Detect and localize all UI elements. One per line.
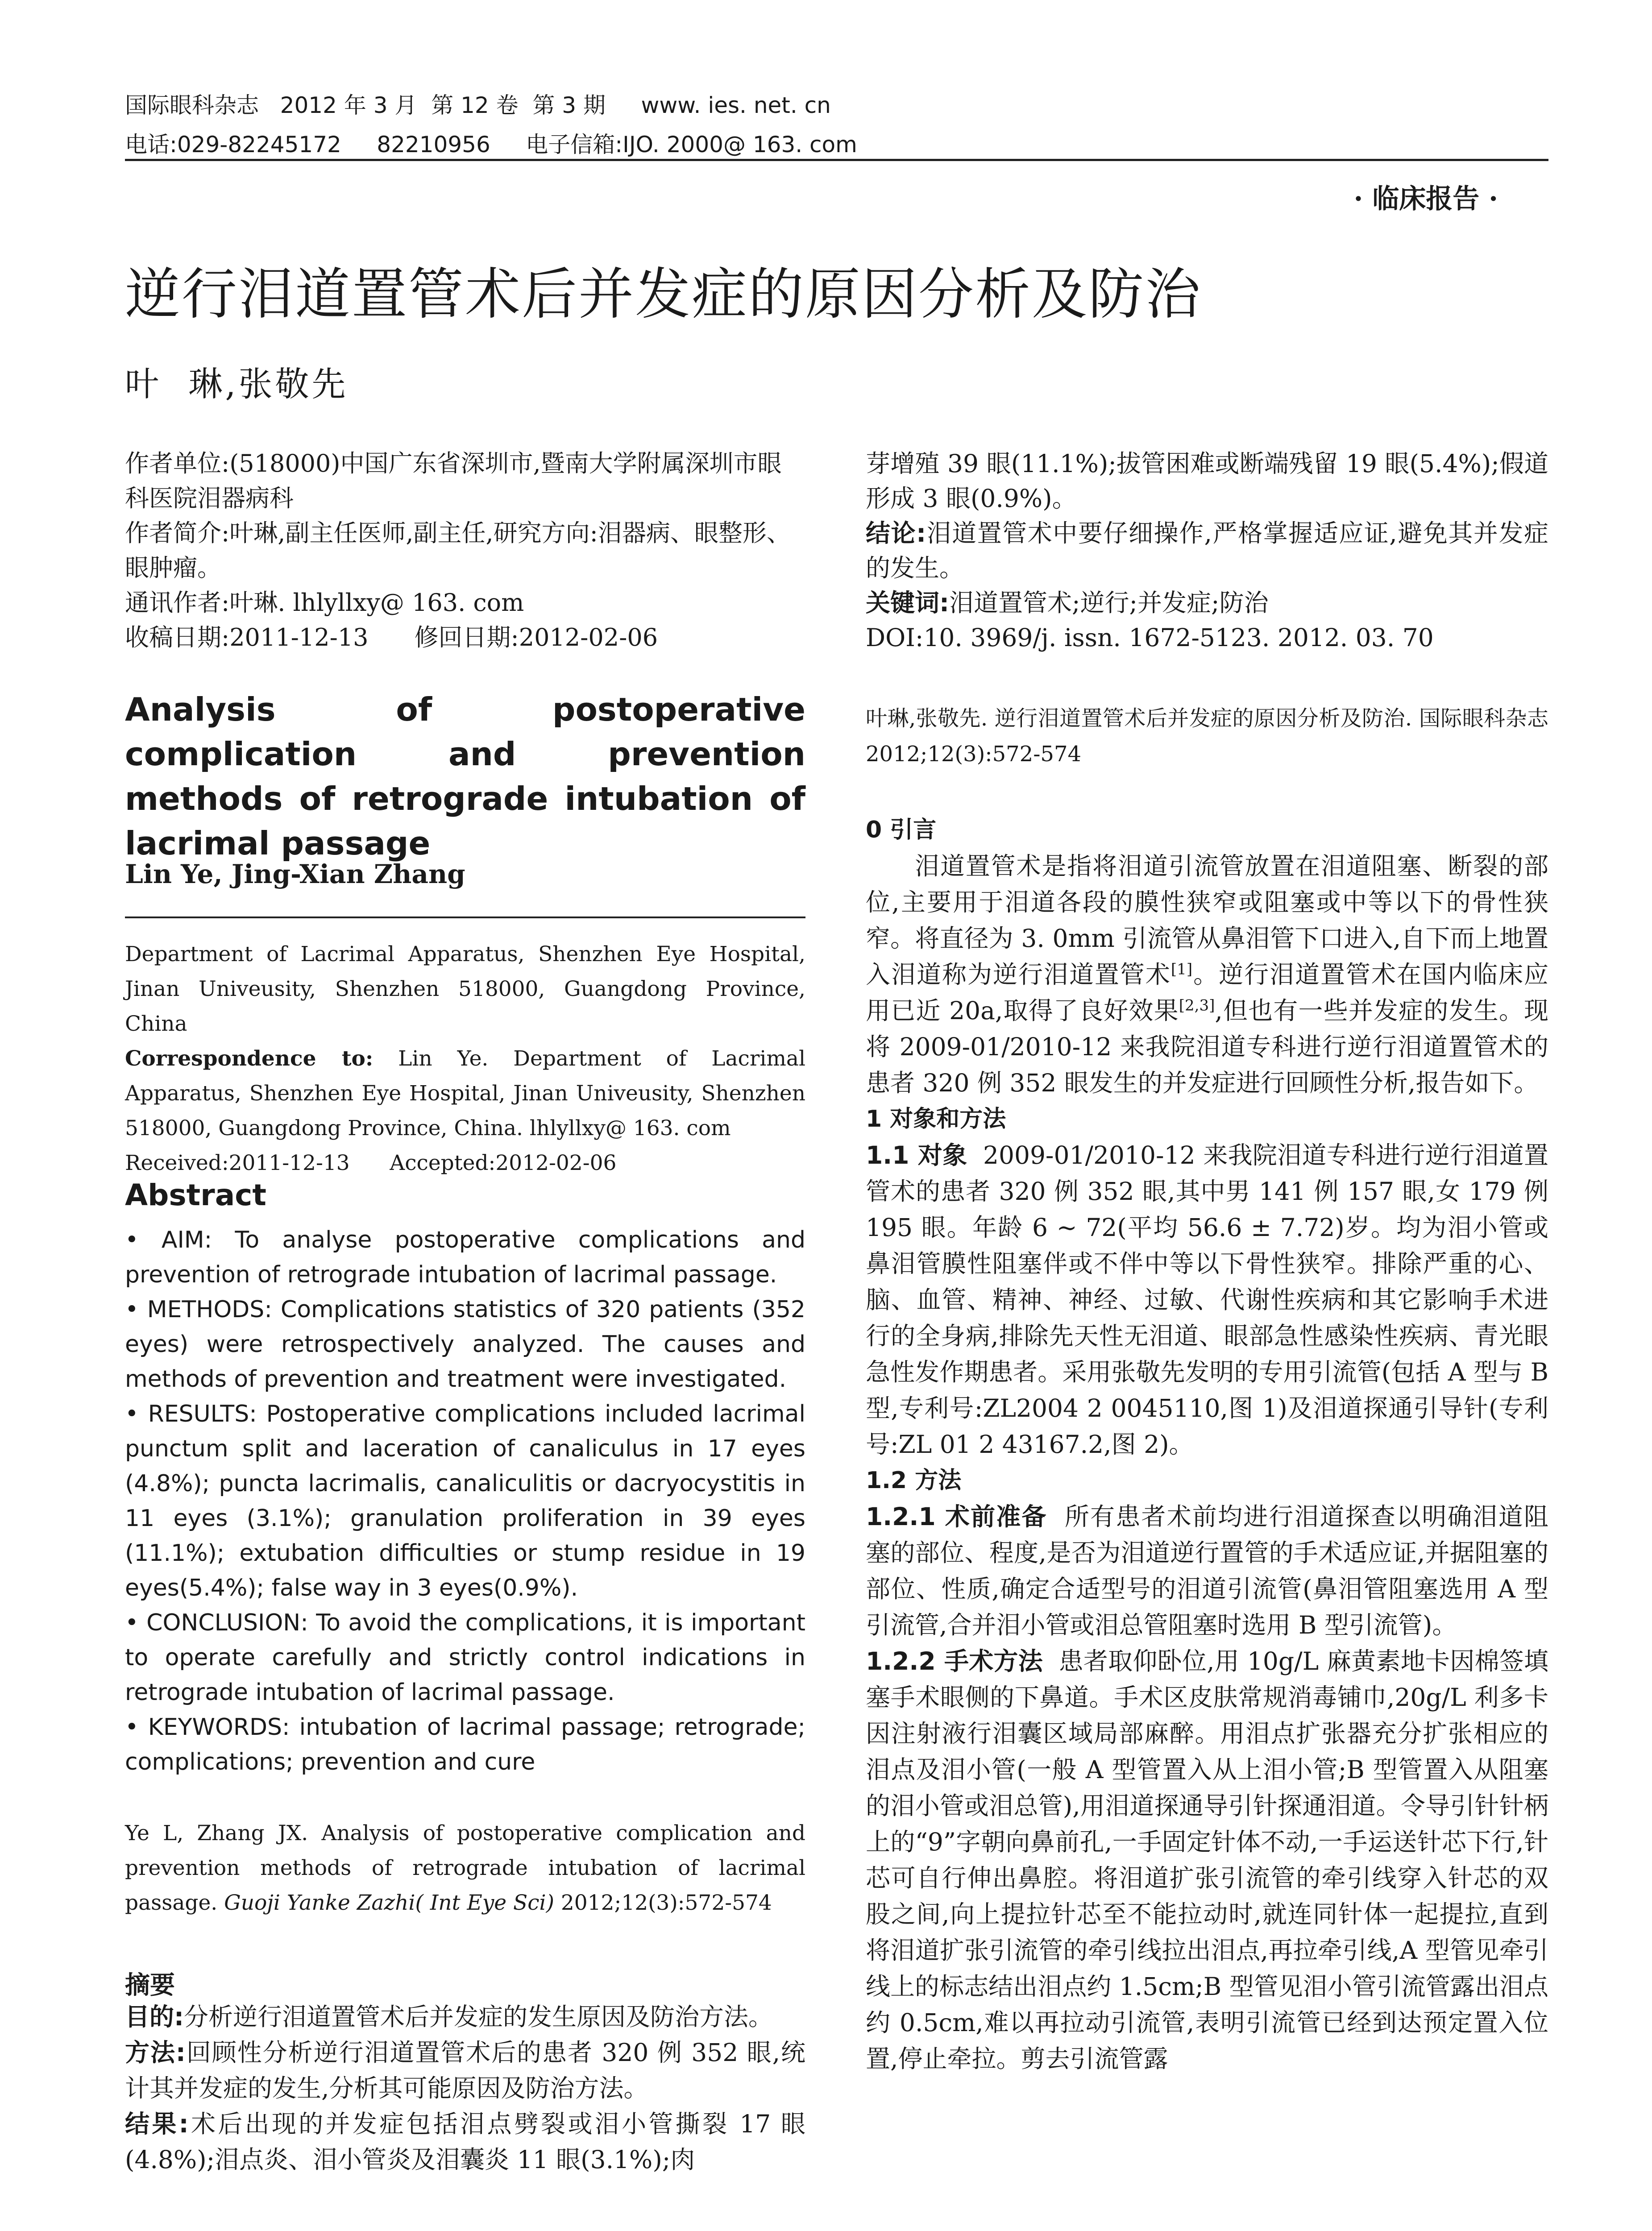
- conclusion-text: 泪道置管术中要仔细操作,严格掌握适应证,避免其并发症的发生。: [866, 519, 1549, 582]
- department-en: Department of Lacrimal Apparatus, Shenzhen Eye Hospital, Jinan Univeusity, Shenzhen 518000, Guangdong Province, China: [125, 942, 805, 1036]
- citation-en: [125, 1816, 805, 1920]
- abstract-zh-result: [125, 2106, 805, 2177]
- author-rule: [125, 916, 805, 918]
- section-tag: · 临床报告 ·: [1353, 183, 1498, 215]
- result-text: 术后出现的并发症包括泪点劈裂或泪小管撕裂 17 眼(4.8%);泪点炎、泪小管炎及泪囊炎 11 眼(3.1%);肉: [125, 2110, 805, 2174]
- section-1-2-1: [866, 1499, 1548, 1643]
- intro-text-1: 泪道置管术是指将泪道引流管放置在泪道阻塞、断裂的部位,主要用于泪道各段的膜性狭窄或阻塞或中等以下的骨性狭窄。将直径为 3. 0mm 引流管从鼻泪管下口进入,自下而上地置入泪道称为逆行泪道置管术: [866, 852, 1549, 989]
- abstract-zh-continued: [866, 446, 1548, 655]
- abstract-zh-objective: [125, 1999, 805, 2035]
- section-1-2-2-text: 患者取仰卧位,用 10g/L 麻黄素地卡因棉签填塞手术眼侧的下鼻道。手术区皮肤常规消毒铺巾,20g/L 利多卡因注射液行泪囊区域局部麻醉。用泪点扩张器充分扩张相应的泪点及泪小管(一般 A 型管置入从上泪小管;B 型管置入从阻塞的泪小管或泪总管),用泪道探通导引针探通泪道。令导引针针柄上的“9”字朝向鼻前孔,一手固定针体不动,一手运送针芯下行,针芯可自行伸出鼻腔。将泪道扩张引流管的牵引线穿入针芯的双股之间,向上提拉针芯至不能拉动时,就连同针体一起提拉,直到将泪道扩张引流管的牵引线拉出泪点,再拉牵引线,A 型管见牵引线上的标志结出泪点约 1.5cm;B 型管见泪小管引流管露出泪点约 0.5cm,难以再拉动引流管,表明引流管已经到达预定置入位置,停止牵拉。剪去引流管露: [866, 1647, 1548, 2073]
- journal-header-line1: 国际眼科杂志 2012 年 3 月 第 12 卷 第 3 期 www. ies. net. cn: [125, 92, 831, 118]
- intro-heading: 0 引言: [866, 817, 937, 843]
- abstract-conclusion: • CONCLUSION: To avoid the complications, it is important to operate carefully and strictly control indications in retrograde intubation of lacrimal passage.: [125, 1609, 805, 1706]
- section-1-1-label: 1.1 对象: [866, 1141, 967, 1169]
- author-intro: 作者简介:叶琳,副主任医师,副主任,研究方向:泪器病、眼整形、眼肿瘤。: [125, 519, 791, 582]
- section-1-heading: 1 对象和方法: [866, 1106, 1006, 1132]
- abstract-heading-zh: 摘要: [125, 1971, 175, 2000]
- section-1-1-text: 2009-01/2010-12 来我院泪道专科进行逆行泪道置管术的患者 320 例 352 眼,其中男 141 例 157 眼,女 179 例 195 眼。年龄 6 ~ 72(平均 56.6 ± 7.72)岁。均为泪小管或鼻泪管膜性阻塞伴或不伴中等以下骨性狭窄。排除严重的心、脑、血管、精神、神经、过敏、代谢性疾病和其它影响手术进行的全身病,排除先天性无泪道、眼部急性感染性疾病、青光眼急性发作期患者。采用张敬先发明的专用引流管(包括 A 型与 B 型,专利号:ZL2004 2 0045110,图 1)及泪道探通引导针(专利号:ZL 01 2 43167.2,图 2)。: [866, 1141, 1557, 1459]
- abstract-heading: Abstract: [125, 1178, 266, 1212]
- received-dates-zh: 收稿日期:2011-12-13 修回日期:2012-02-06: [125, 623, 658, 651]
- authors-en: Lin Ye, Jing-Xian Zhang: [125, 859, 465, 889]
- keywords-text: 泪道置管术;逆行;并发症;防治: [949, 589, 1269, 617]
- result-text-continued: 芽增殖 39 眼(11.1%);拔管困难或断端残留 19 眼(5.4%);假道形成 3 眼(0.9%)。: [866, 449, 1548, 513]
- objective-text: 分析逆行泪道置管术后并发症的发生原因及防治方法。: [184, 2003, 773, 2031]
- affiliation-en: [125, 937, 805, 1181]
- objective-label: 目的:: [125, 2003, 184, 2031]
- abstract-zh-keywords: [866, 585, 1548, 620]
- abstract-zh-conclusion: [866, 516, 1548, 585]
- abstract-zh-method: [125, 2035, 805, 2106]
- article-title-en: Analysis of postoperative complication and prevention methods of retrograde intubation of lacrimal passage: [125, 691, 805, 862]
- keywords-label: 关键词:: [866, 589, 949, 617]
- section-1-2-2: [866, 1643, 1548, 2077]
- citation-zh: 叶琳,张敬先. 逆行泪道置管术后并发症的原因分析及防治. 国际眼科杂志 2012;12(3):572-574: [866, 706, 1548, 767]
- article-title-zh: 逆行泪道置管术后并发症的原因分析及防治: [125, 262, 1202, 327]
- conclusion-label: 结论:: [866, 519, 926, 547]
- intro-text-3: ,但也有一些并发症的发生。现将 2009-01/2010-12 来我院泪道专科进行逆行泪道置管术的患者 320 例 352 眼发生的并发症进行回顾性分析,报告如下。: [866, 996, 1549, 1097]
- journal-header-line2: 电话:029-82245172 82210956 电子信箱:IJO. 2000@ 163. com: [125, 132, 857, 158]
- section-1-2-2-label: 1.2.2 手术方法: [866, 1647, 1043, 1675]
- abstract-body-zh: [125, 1999, 805, 2177]
- abstract-keywords: • KEYWORDS: intubation of lacrimal passage; retrograde; complications; prevention and cure: [125, 1714, 805, 1775]
- abstract-body-en: [125, 1223, 805, 1779]
- abstract-results: • RESULTS: Postoperative complications included lacrimal punctum split and laceration of canaliculus in 17 eyes (4.8%); puncta lacrimalis, canaliculitis or dacryocystitis in 11 eyes (3.1%); granulation proliferation in 39 eyes (11.1%); extubation difficulties or stump residue in 19 eyes(5.4%); false way in 3 eyes(0.9%).: [125, 1401, 805, 1601]
- article-body: [866, 812, 1557, 2077]
- intro-text-2: 。逆行泪道置管术在国内临床应用已近 20a,取得了良好效果: [866, 960, 1548, 1025]
- reference-1: [1]: [1171, 960, 1193, 979]
- citation-en-tail: 2012;12(3):572-574: [554, 1891, 772, 1915]
- correspondence-label: Correspondence to:: [125, 1046, 374, 1071]
- citation-en-plain: Ye L, Zhang JX. Analysis of postoperative complication and prevention methods of retrograde intubation of lacrimal passage.: [125, 1821, 805, 1915]
- section-1-2-1-text: 所有患者术前均进行泪道探查以明确泪道阻塞的部位、程度,是否为泪道逆行置管的手术适应证,并据阻塞的部位、性质,确定合适型号的泪道引流管(鼻泪管阻塞选用 A 型引流管,合并泪小管或泪总管阻塞时选用 B 型引流管)。: [866, 1502, 1549, 1639]
- authors-zh: 叶 琳,张敬先: [125, 364, 349, 404]
- header-rule: [125, 159, 1548, 161]
- section-1-2-1-label: 1.2.1 术前准备: [866, 1502, 1047, 1531]
- citation-en-journal: Guoji Yanke Zazhi( Int Eye Sci): [224, 1891, 554, 1915]
- reference-2-3: [2,3]: [1179, 996, 1215, 1015]
- method-text: 回顾性分析逆行泪道置管术后的患者 320 例 352 眼,统计其并发症的发生,分析其可能原因及防治方法。: [125, 2038, 805, 2102]
- abstract-aim: • AIM: To analyse postoperative complications and prevention of retrograde intubation of lacrimal passage.: [125, 1227, 805, 1288]
- doi: DOI:10. 3969/j. issn. 1672-5123. 2012. 03. 70: [866, 623, 1434, 652]
- correspondence-en: [125, 1041, 805, 1146]
- method-label: 方法:: [125, 2038, 186, 2067]
- result-label: 结果:: [125, 2110, 189, 2138]
- received-dates-en: Received:2011-12-13 Accepted:2012-02-06: [125, 1151, 617, 1175]
- section-1-1: [866, 1137, 1557, 1463]
- author-affiliation-zh: [125, 446, 805, 655]
- corresponding-author: 通讯作者:叶琳. lhlyllxy@ 163. com: [125, 589, 524, 617]
- abstract-methods: • METHODS: Complications statistics of 320 patients (352 eyes) were retrospectively analyzed. The causes and methods of prevention and treatment were investigated.: [125, 1296, 805, 1393]
- intro-paragraph: [866, 848, 1548, 1101]
- author-unit: 作者单位:(518000)中国广东省深圳市,暨南大学附属深圳市眼科医院泪器病科: [125, 449, 782, 512]
- correspondence-text: Lin Ye. Department of Lacrimal Apparatus, Shenzhen Eye Hospital, Jinan Univeusity, Shenzhen 518000, Guangdong Province, China. lhlyllxy@ 163. com: [125, 1046, 805, 1140]
- section-1-2-heading: 1.2 方法: [866, 1467, 962, 1494]
